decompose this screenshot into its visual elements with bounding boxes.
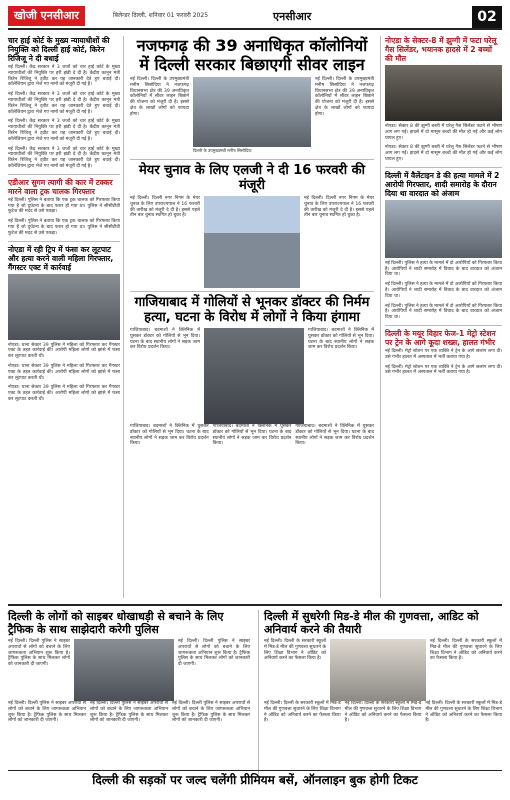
article-text: नोएडा। थाना सेक्टर 39 पुलिस ने महिला को गिरफ्तार कर गैंगस्टर एक्ट के तहत कार्रवाई की। आरोपी महिला लोगों को झांसे में फंसा कर लूटपाट करती थी। [8, 385, 120, 402]
headline: दिल्ली की सड़कों पर जल्द चलेंगी प्रीमियम बसें, ऑनलाइन बुक होगी टिकट [92, 773, 418, 787]
article-text: नोएडा। थाना सेक्टर 39 पुलिस ने महिला को गिरफ्तार कर गैंगस्टर एक्ट के तहत कार्रवाई की। आरोपी महिला लोगों को झांसे में फंसा कर लूटपाट करती थी। [8, 363, 120, 381]
article-text: नई दिल्ली। पुलिस ने बताया कि एक ट्रक चालक को गिरफ्तार किया गया है जो दुर्घटना के बाद फरार हो गया था। पुलिस ने सीसीटीवी फुटेज की मदद से उसे पकड़ा। [8, 219, 120, 236]
divider [385, 167, 502, 168]
article-premium-bus[interactable] [8, 770, 502, 796]
accused-photo [385, 200, 502, 258]
mcd-building-photo [204, 196, 300, 288]
page-number: 02 [472, 6, 502, 28]
police-meeting-photo [74, 639, 174, 701]
divider [8, 241, 120, 242]
article-text: नई दिल्ली। मेट्रो स्टेशन पर एक व्यक्ति ने ट्रेन के आगे छलांग लगा दी। उसे गंभीर हालत में अस्पताल में भर्ती कराया गया है। [385, 348, 502, 360]
protest-photo [204, 328, 304, 424]
headline: चार हाई कोर्ट के मुख्य न्यायाधीशों की नियुक्ति को दिल्ली हाई कोर्ट, किरेन रिजिजू ने दी बधाई [8, 36, 110, 63]
headline: मेयर चुनाव के लिए एलजी ने दी 16 फरवरी की मंजूरी [139, 163, 365, 193]
article-text: नई दिल्ली। दिल्ली के उपमुख्यमंत्री मनीष सिसोदिया ने नजफगढ़ विधानसभा क्षेत्र की 39 अनाधिकृत कॉलोनियों में सीवर लाइन बिछाने की योजना को मंजूरी दी है। इससे क्षेत्र के लाखों लोगों को फायदा होगा। [315, 77, 374, 117]
article-text: नई दिल्ली। दिल्ली पुलिस ने साइबर अपराधों से लोगों को बचाने के लिए जागरूकता अभियान शुरू किया है। ट्रैफिक पुलिस के साथ मिलकर लोगों को जानकारी दी जाएगी। [8, 639, 70, 668]
center-column [130, 36, 374, 598]
right-column [380, 36, 502, 598]
headline: नोएडा के सेक्टर-8 में झुग्गी में फटा घरेलू गैस सिलेंडर, भयानक हादसे में 2 बच्चों की मौत [385, 36, 497, 63]
article-text: नोएडा। सेक्टर 8 की झुग्गी बस्ती में घरेलू गैस सिलेंडर फटने से भीषण आग लग गई। हादसे में दो मासूम बच्चों की मौत हो गई और कई लोग घायल हुए। [385, 124, 502, 141]
article-text: नई दिल्ली। दिल्ली पुलिस ने साइबर अपराधों से लोगों को बचाने के लिए जागरूकता अभियान शुरू किया है। ट्रैफिक पुलिस के साथ मिलकर लोगों को जानकारी दी जाएगी। [172, 701, 250, 724]
photo-caption: दिल्ली के उपमुख्यमंत्री मनीष सिसोदिया [193, 148, 252, 153]
headline: दिल्ली में वैलेंटाइन डे की हत्या मामले में 2 आरोपी गिरफ्तार, शादी समारोह के दौरान दिया था वारदात को अंजाम [385, 170, 500, 198]
article-text: नई दिल्ली। केंद्र सरकार ने 3 जजों को चार हाई कोर्ट के मुख्य न्यायाधीशों की नियुक्ति पर हरी झंडी दे दी है। केंद्रीय कानून मंत्री किरेन रिजिजू ने ट्वीट कर यह जानकारी देते हुए बधाई दी। कॉलेजियम द्वारा भेजे गए नामों को मंजूरी दी गई है। [8, 146, 120, 169]
article-text: नई दिल्ली। पुलिस ने हत्या के मामले में दो आरोपियों को गिरफ्तार किया है। आरोपियों ने शादी समारोह में विवाद के बाद वारदात को अंजाम दिया था। [385, 260, 502, 278]
issue-date: बिलेन्डर दिल्ली, शनिवार 01 फरवरी 2025 [113, 12, 209, 19]
article-ghaziabad-doctor[interactable] [130, 295, 374, 451]
article-najafgarh-sewer[interactable] [130, 36, 374, 156]
article-text: नई दिल्ली। पुलिस ने हत्या के मामले में दो आरोपियों को गिरफ्तार किया है। आरोपियों ने शादी समारोह में विवाद के बाद वारदात को अंजाम दिया था। [385, 282, 502, 299]
divider [385, 325, 502, 326]
article-hc-judges[interactable] [8, 36, 120, 170]
headline: नोएडा में रही ट्रिप में फंसा कर लूटपाट और हत्या करने वाली महिला गिरफ्तार, गैंगस्टर एक्ट में कार्रवाई [8, 244, 114, 272]
divider [8, 174, 120, 175]
headline: दिल्ली के लोगों को साइबर धोखाधड़ी से बचाने के लिए ट्रैफिक के साथ साझेदारी करेगी पुलिस [8, 610, 224, 636]
article-mayor-election[interactable] [130, 163, 374, 288]
article-text: नई दिल्ली। केंद्र सरकार ने 3 जजों को चार हाई कोर्ट के मुख्य न्यायाधीशों की नियुक्ति पर हरी झंडी दे दी है। केंद्रीय कानून मंत्री किरेन रिजिजू ने ट्वीट कर यह जानकारी देते हुए बधाई दी। कॉलेजियम द्वारा भेजे गए नामों को मंजूरी दी गई है। [8, 92, 120, 115]
police-photo [8, 274, 120, 340]
article-text: नई दिल्ली। दिल्ली के उपमुख्यमंत्री मनीष सिसोदिया ने नजफगढ़ विधानसभा क्षेत्र की 39 अनाधिकृत कॉलोनियों में सीवर लाइन बिछाने की योजना को मंजूरी दी है। इससे क्षेत्र के लाखों लोगों को फायदा होगा। [130, 77, 189, 117]
article-text: गाजियाबाद। बदमाशों ने क्लिनिक में घुसकर डॉक्टर को गोलियों से भून दिया। घटना के बाद स्थानीय लोगों ने सड़क जाम कर विरोध प्रदर्शन किया। [130, 328, 200, 351]
headline: गाजियाबाद में गोलियों से भूनकर डॉक्टर की निर्मम हत्या, घटना के विरोध में लोगों ने किया हंगामा [134, 295, 370, 325]
article-text: गाजियाबाद। बदमाशों ने क्लिनिक में घुसकर डॉक्टर को गोलियों से भून दिया। घटना के बाद स्थानीय लोगों ने सड़क जाम कर विरोध प्रदर्शन किया। [295, 424, 375, 447]
article-text: नोएडा। थाना सेक्टर 39 पुलिस ने महिला को गिरफ्तार कर गैंगस्टर एक्ट के तहत कार्रवाई की। आरोपी महिला लोगों को झांसे में फंसा कर लूटपाट करती थी। [8, 342, 120, 360]
article-text: नई दिल्ली। पुलिस ने हत्या के मामले में दो आरोपियों को गिरफ्तार किया है। आरोपियों ने शादी समारोह में विवाद के बाद वारदात को अंजाम दिया था। [385, 303, 502, 321]
article-text: नई दिल्ली। दिल्ली नगर निगम के मेयर चुनाव के लिए उपराज्यपाल ने 16 फरवरी की तारीख को मंजूरी दे दी है। इससे पहले तीन बार चुनाव स्थगित हो चुका है। [304, 196, 374, 219]
article-text: नई दिल्ली। दिल्ली नगर निगम के मेयर चुनाव के लिए उपराज्यपाल ने 16 फरवरी की तारीख को मंजूरी दे दी है। इससे पहले तीन बार चुनाव स्थगित हो चुका है। [130, 196, 200, 219]
article-text: नई दिल्ली। दिल्ली के सरकारी स्कूलों में मिड-डे मील की गुणवत्ता सुधारने के लिए शिक्षा विभाग ने ऑडिट को अनिवार्य करने का फैसला किया है। [344, 701, 422, 724]
bottom-section [8, 604, 502, 774]
article-midday-meal[interactable] [258, 610, 502, 774]
article-text: नई दिल्ली। केंद्र सरकार ने 3 जजों को चार हाई कोर्ट के मुख्य न्यायाधीशों की नियुक्ति पर हरी झंडी दे दी है। केंद्रीय कानून मंत्री किरेन रिजिजू ने ट्वीट कर यह जानकारी देते हुए बधाई दी। कॉलेजियम द्वारा भेजे गए नामों को मंजूरी दी गई है। [8, 119, 120, 142]
headline: दिल्ली में सुधरेगी मिड-डे मील की गुणवत्ता, आडिट को अनिवार्य करने की तैयारी [264, 610, 479, 636]
article-text: नई दिल्ली। दिल्ली पुलिस ने साइबर अपराधों से लोगों को बचाने के लिए जागरूकता अभियान शुरू किया है। ट्रैफिक पुलिस के साथ मिलकर लोगों को जानकारी दी जाएगी। [8, 701, 86, 724]
article-text: नई दिल्ली। केंद्र सरकार ने 3 जजों को चार हाई कोर्ट के मुख्य न्यायाधीशों की नियुक्ति पर हरी झंडी दे दी है। केंद्रीय कानून मंत्री किरेन रिजिजू ने ट्वीट कर यह जानकारी देते हुए बधाई दी। कॉलेजियम द्वारा भेजे गए नामों को मंजूरी दी गई है। [8, 65, 120, 88]
article-text: नई दिल्ली। दिल्ली के सरकारी स्कूलों में मिड-डे मील की गुणवत्ता सुधारने के लिए शिक्षा विभाग ने ऑडिट को अनिवार्य करने का फैसला किया है। [430, 639, 502, 662]
article-noida-woman[interactable] [8, 245, 120, 403]
article-text: नई दिल्ली। मेट्रो स्टेशन पर एक व्यक्ति ने ट्रेन के आगे छलांग लगा दी। उसे गंभीर हालत में अस्पताल में भर्ती कराया गया है। [385, 364, 502, 376]
article-text: नई दिल्ली। पुलिस ने बताया कि एक ट्रक चालक को गिरफ्तार किया गया है जो दुर्घटना के बाद फरार हो गया था। पुलिस ने सीसीटीवी फुटेज की मदद से उसे पकड़ा। [8, 197, 120, 215]
article-text: नई दिल्ली। दिल्ली के सरकारी स्कूलों में मिड-डे मील की गुणवत्ता सुधारने के लिए शिक्षा विभाग ने ऑडिट को अनिवार्य करने का फैसला किया है। [264, 701, 341, 724]
article-text: नोएडा। सेक्टर 8 की झुग्गी बस्ती में घरेलू गैस सिलेंडर फटने से भीषण आग लग गई। हादसे में दो मासूम बच्चों की मौत हो गई और कई लोग घायल हुए। [385, 145, 502, 162]
headline: दिल्ली के मयूर विहार फेज-1 मेट्रो स्टेशन पर ट्रेन के आगे कूदा शख्स, हालत गंभीर [385, 328, 496, 347]
article-noida-cylinder[interactable] [385, 36, 502, 163]
divider [130, 291, 374, 292]
article-truck-driver[interactable] [8, 178, 120, 237]
article-text: गाजियाबाद। बदमाशों ने क्लिनिक में घुसकर डॉक्टर को गोलियों से भून दिया। घटना के बाद स्थानीय लोगों ने सड़क जाम कर विरोध प्रदर्शन किया। [130, 424, 209, 447]
article-text: नई दिल्ली। दिल्ली पुलिस ने साइबर अपराधों से लोगों को बचाने के लिए जागरूकता अभियान शुरू किया है। ट्रैफिक पुलिस के साथ मिलकर लोगों को जानकारी दी जाएगी। [178, 639, 250, 668]
article-text: नई दिल्ली। दिल्ली के सरकारी स्कूलों में मिड-डे मील की गुणवत्ता सुधारने के लिए शिक्षा विभाग ने ऑडिट को अनिवार्य करने का फैसला किया है। [425, 701, 503, 724]
left-column [8, 36, 124, 598]
article-cyber-fraud[interactable] [8, 610, 250, 774]
divider [130, 159, 374, 160]
page-header [8, 6, 502, 30]
article-text: गाजियाबाद। बदमाशों ने क्लिनिक में घुसकर डॉक्टर को गोलियों से भून दिया। घटना के बाद स्थानीय लोगों ने सड़क जाम कर विरोध प्रदर्शन किया। [212, 424, 292, 447]
article-text: नई दिल्ली। दिल्ली पुलिस ने साइबर अपराधों से लोगों को बचाने के लिए जागरूकता अभियान शुरू किया है। ट्रैफिक पुलिस के साथ मिलकर लोगों को जानकारी दी जाएगी। [90, 701, 168, 724]
section-title: एनसीआर [273, 10, 312, 23]
article-text: गाजियाबाद। बदमाशों ने क्लिनिक में घुसकर डॉक्टर को गोलियों से भून दिया। घटना के बाद स्थानीय लोगों ने सड़क जाम कर विरोध प्रदर्शन किया। [308, 328, 374, 351]
fire-photo [385, 65, 502, 121]
headline: एडीआर सुगम त्यागी की कार में टक्कर मारने वाला ट्रक चालक गिरफ्तार [8, 177, 113, 196]
brand-logo: खोजी एनसीआर [8, 6, 85, 26]
article-murder-arrest[interactable] [385, 171, 502, 321]
article-text: नई दिल्ली। दिल्ली के सरकारी स्कूलों में मिड-डे मील की गुणवत्ता सुधारने के लिए शिक्षा विभाग ने ऑडिट को अनिवार्य करने का फैसला किया है। [264, 639, 326, 662]
deputy-cm-photo [193, 77, 311, 147]
article-metro-incident[interactable] [385, 329, 502, 376]
lead-headline: नजफगढ़ की 39 अनाधिकृत कॉलोनियों में दिल्ली सरकार बिछाएगी सीवर लाइन [136, 36, 368, 74]
students-meal-photo [330, 639, 426, 701]
